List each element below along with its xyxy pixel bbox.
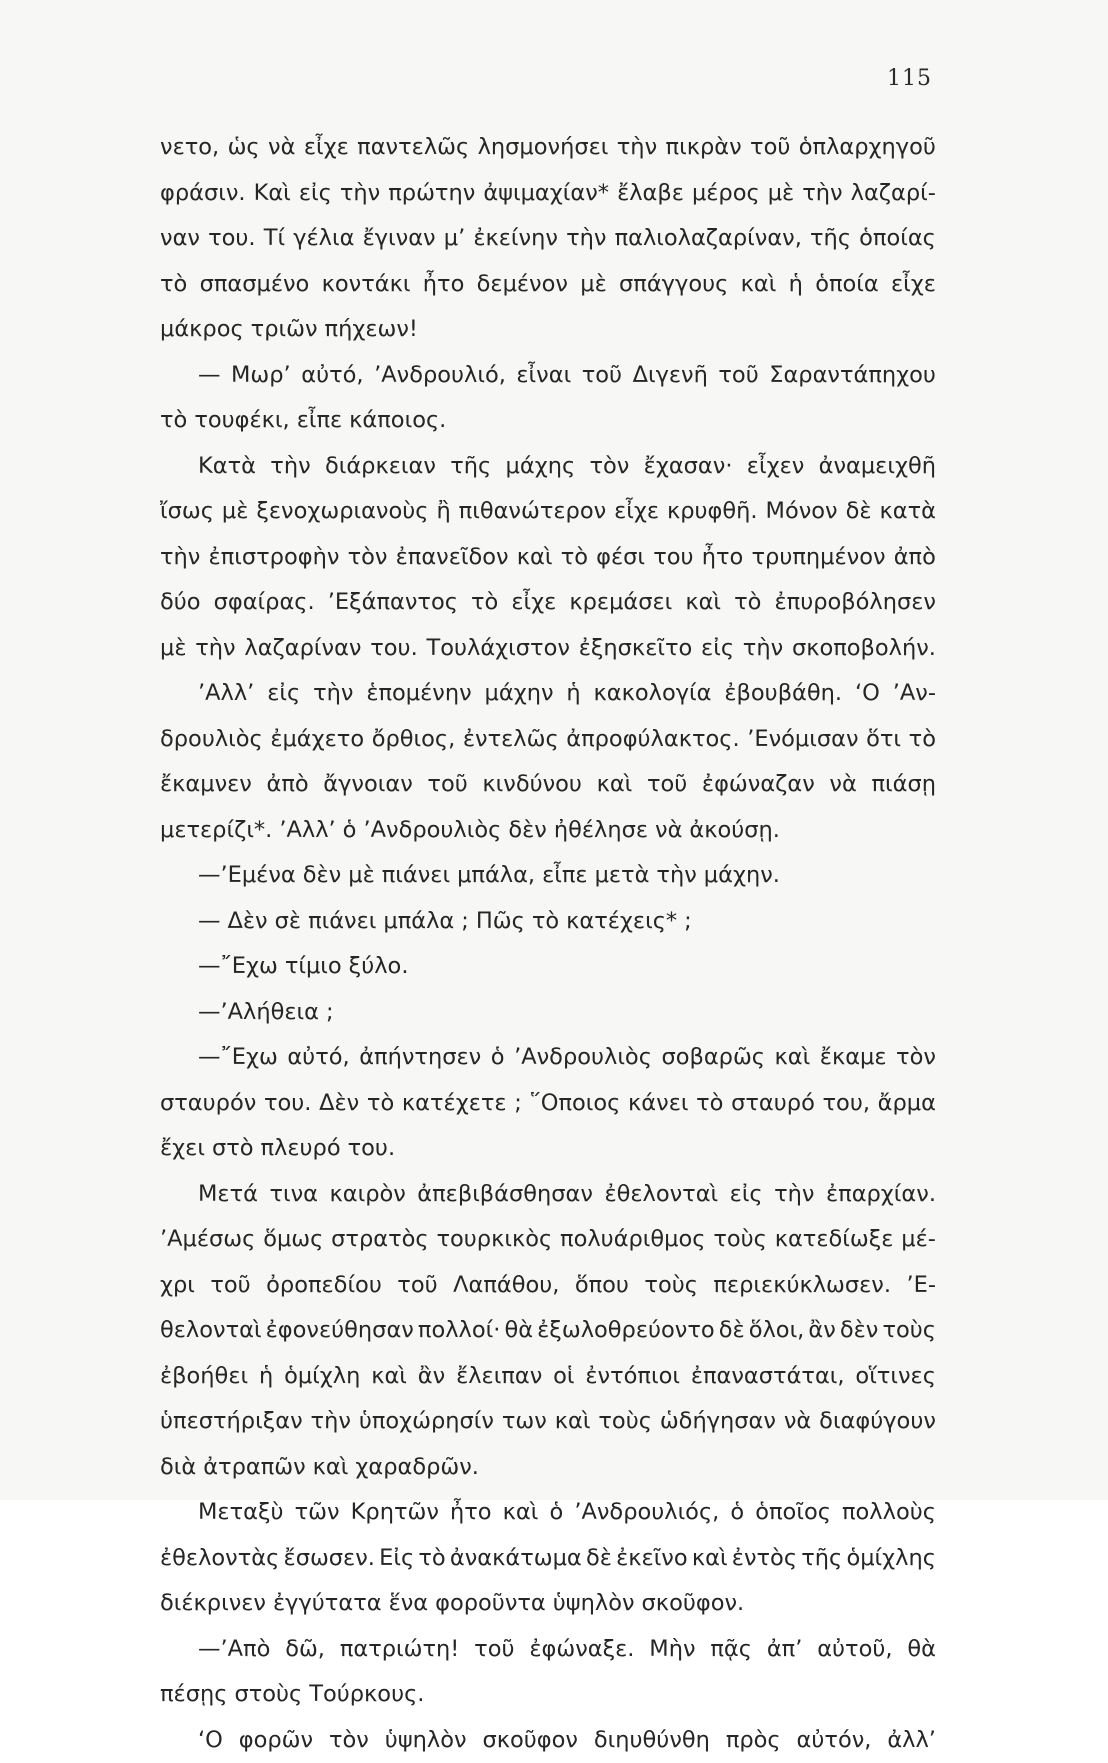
text-line: —’Απὸ δῶ, πατριώτη! τοῦ ἐφώναξε. Μὴν πᾷς ἀπ’ αὐτοῦ, θὰ — [160, 1627, 936, 1673]
text-line: σταυρόν του. Δὲν τὸ κατέχετε ; ῞Οποιος κάνει τὸ σταυρό του, ἄρμα — [160, 1081, 936, 1127]
text-line: Μετά τινα καιρὸν ἀπεβιβάσθησαν ἐθελονταὶ εἰς τὴν ἐπαρχίαν. — [160, 1172, 936, 1218]
text-line: χρι τοῦ ὀροπεδίου τοῦ Λαπάθου, ὅπου τοὺς περιεκύκλωσεν. ’Ε- — [160, 1263, 936, 1309]
text-line: ’Αμέσως ὅμως στρατὸς τουρκικὸς πολυάριθμος τοὺς κατεδίωξε μέ- — [160, 1217, 936, 1263]
text-line: νετο, ὡς νὰ εἶχε παντελῶς λησμονήσει τὴν πικρὰν τοῦ ὁπλαρχηγοῦ — [160, 125, 936, 171]
text-line: —’Εμένα δὲν μὲ πιάνει μπάλα, εἶπε μετὰ τὴν μάχην. — [160, 853, 936, 899]
text-line: — Δὲν σὲ πιάνει μπάλα ; Πῶς τὸ κατέχεις* ; — [160, 899, 936, 945]
text-line: ἐθελοντὰς ἔσωσεν. Εἰς τὸ ἀνακάτωμα δὲ ἐκεῖνο καὶ ἐντὸς τῆς ὁμίχλης — [160, 1536, 936, 1582]
text-line: ἔχει στὸ πλευρό του. — [160, 1126, 936, 1172]
text-body — [160, 125, 936, 1763]
text-line: ἴσως μὲ ξενοχωριανοὺς ἢ πιθανώτερον εἶχε κρυφθῆ. Μόνον δὲ κατὰ — [160, 489, 936, 535]
text-line: Μεταξὺ τῶν Κρητῶν ἦτο καὶ ὁ ’Ανδρουλιός, ὁ ὁποῖος πολλοὺς — [160, 1490, 936, 1536]
text-line: δρουλιὸς ἐμάχετο ὄρθιος, ἐντελῶς ἀπροφύλακτος. ’Ενόμισαν ὅτι τὸ — [160, 717, 936, 763]
text-line: ἐβοήθει ἡ ὁμίχλη καὶ ἂν ἔλειπαν οἱ ἐντόπιοι ἐπαναστάται, οἵτινες — [160, 1354, 936, 1400]
text-line: θελονταὶ ἐφονεύθησαν πολλοί· θὰ ἐξωλοθρεύοντο δὲ ὅλοι, ἂν δὲν τοὺς — [160, 1308, 936, 1354]
text-line: ἔκαμνεν ἀπὸ ἄγνοιαν τοῦ κινδύνου καὶ τοῦ ἐφώναζαν νὰ πιάσῃ — [160, 762, 936, 808]
text-line: μάκρος τριῶν πήχεων! — [160, 307, 936, 353]
page-number: 115 — [887, 66, 932, 91]
text-line: τὸ σπασμένο κοντάκι ἦτο δεμένον μὲ σπάγγους καὶ ἡ ὁποία εἶχε — [160, 262, 936, 308]
text-line: —’Αλήθεια ; — [160, 990, 936, 1036]
text-line: διὰ ἀτραπῶν καὶ χαραδρῶν. — [160, 1445, 936, 1491]
text-line: διέκρινεν ἐγγύτατα ἕνα φοροῦντα ὑψηλὸν σκοῦφον. — [160, 1581, 936, 1627]
text-line: τὸ τουφέκι, εἶπε κάποιος. — [160, 398, 936, 444]
text-line: Κατὰ τὴν διάρκειαν τῆς μάχης τὸν ἔχασαν· εἶχεν ἀναμειχθῆ — [160, 444, 936, 490]
text-line: ναν του. Τί γέλια ἔγιναν μ’ ἐκείνην τὴν παλιολαζαρίναν, τῆς ὁποίας — [160, 216, 936, 262]
text-line: πέσῃς στοὺς Τούρκους. — [160, 1672, 936, 1718]
text-line: ’Αλλ’ εἰς τὴν ἑπομένην μάχην ἡ κακολογία ἐβουβάθη. ‘Ο ’Αν- — [160, 671, 936, 717]
text-line: δύο σφαίρας. ’Εξάπαντος τὸ εἶχε κρεμάσει καὶ τὸ ἐπυροβόλησεν — [160, 580, 936, 626]
text-line: φράσιν. Καὶ εἰς τὴν πρώτην ἀψιμαχίαν* ἔλαβε μέρος μὲ τὴν λαζαρί- — [160, 171, 936, 217]
text-line: —῎Εχω αὐτό, ἀπήντησεν ὁ ’Ανδρουλιὸς σοβαρῶς καὶ ἔκαμε τὸν — [160, 1035, 936, 1081]
text-line: — Μωρ’ αὐτό, ’Ανδρουλιό, εἶναι τοῦ Διγενῆ τοῦ Σαραντάπηχου — [160, 353, 936, 399]
text-line: ὑπεστήριξαν τὴν ὑποχώρησίν των καὶ τοὺς ὡδήγησαν νὰ διαφύγουν — [160, 1399, 936, 1445]
text-line: —῎Εχω τίμιο ξύλο. — [160, 944, 936, 990]
text-line: μὲ τὴν λαζαρίναν του. Τουλάχιστον ἐξησκεῖτο εἰς τὴν σκοποβολήν. — [160, 626, 936, 672]
text-line: ‘Ο φορῶν τὸν ὑψηλὸν σκοῦφον διηυθύνθη πρὸς αὐτόν, ἀλλ’ — [160, 1718, 936, 1763]
text-line: μετερίζι*. ’Αλλ’ ὁ ’Ανδρουλιὸς δὲν ἠθέλησε νὰ ἀκούσῃ. — [160, 808, 936, 854]
text-line: τὴν ἐπιστροφὴν τὸν ἐπανεῖδον καὶ τὸ φέσι του ἦτο τρυπημένον ἀπὸ — [160, 535, 936, 581]
